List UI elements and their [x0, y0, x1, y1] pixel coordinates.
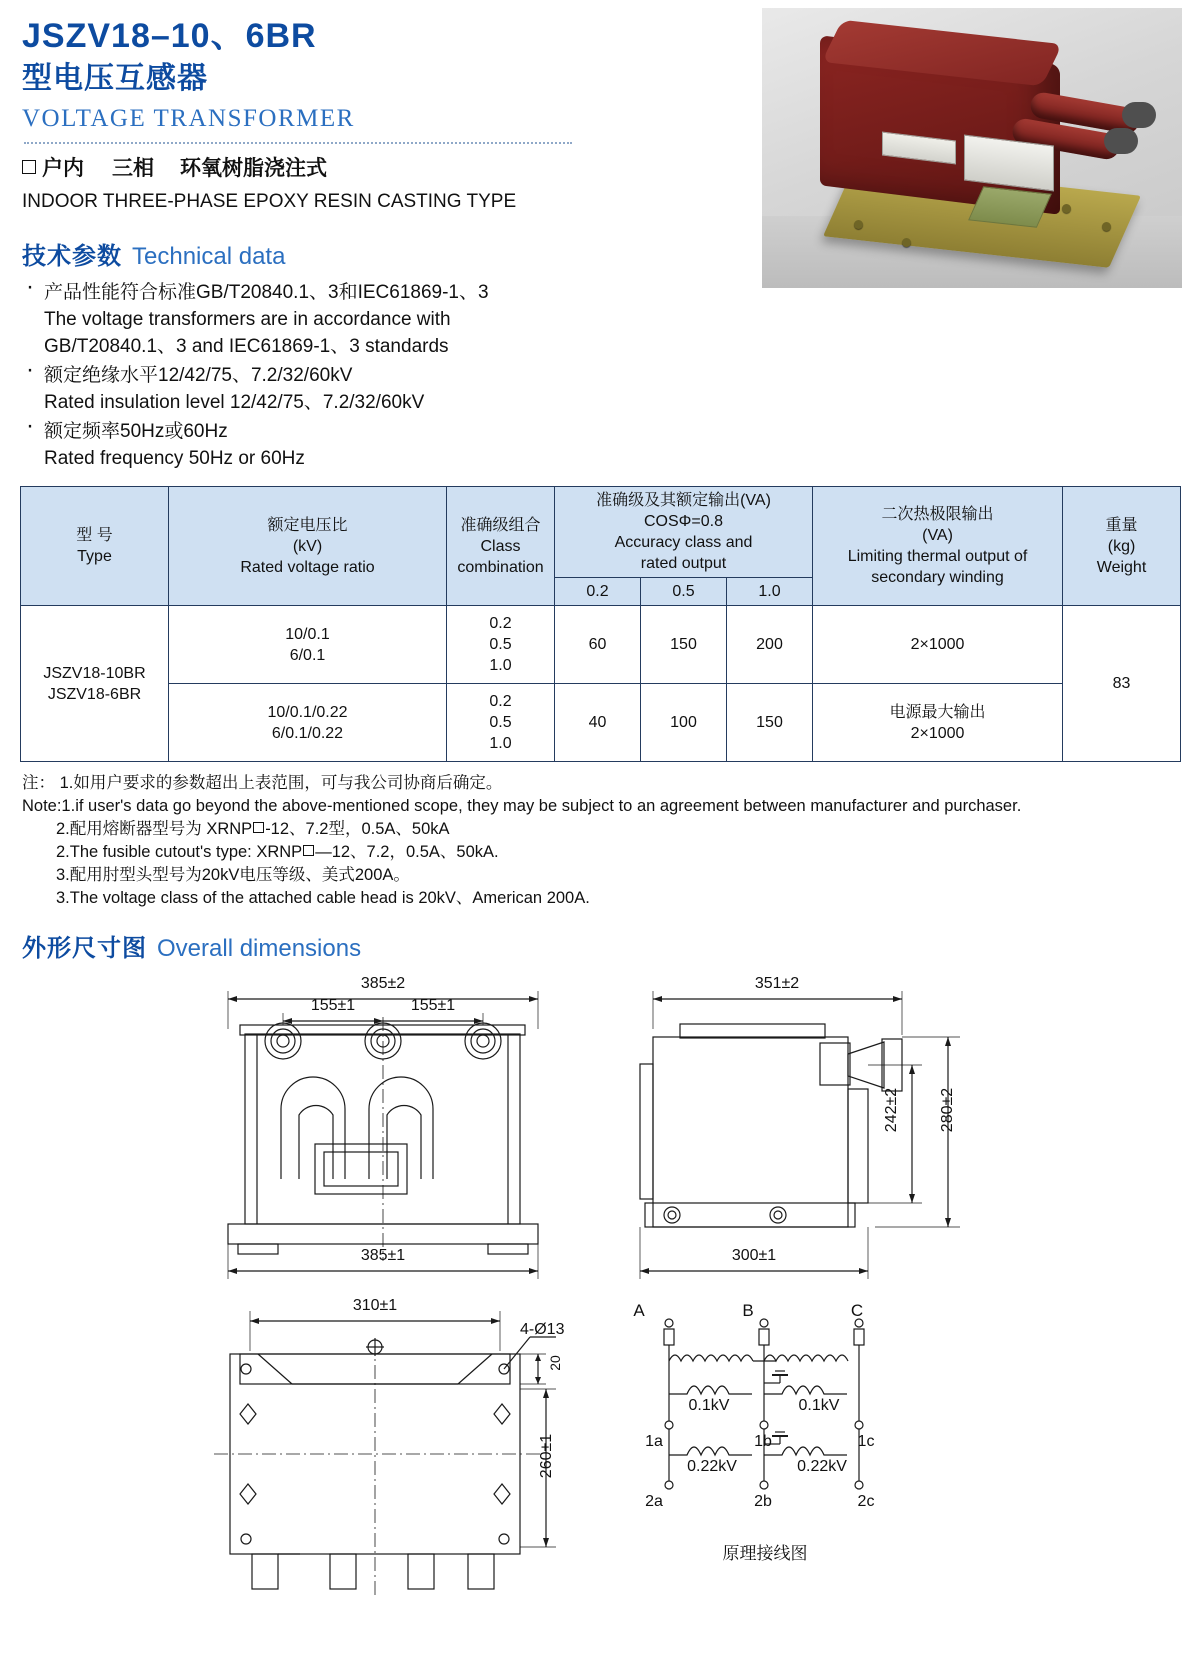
- col-class-en-2: combination: [457, 558, 544, 576]
- dimensions-heading: [22, 928, 1202, 963]
- divider: [24, 142, 572, 144]
- front-dim-right: 155±1: [410, 997, 456, 1014]
- side-dim-inner-height: 242±2: [883, 1087, 900, 1133]
- bullet-cn: · 额定频率50Hz或60Hz: [44, 421, 228, 442]
- col-thermal-cn: 二次热极限输出: [881, 506, 994, 523]
- front-dim-left: 155±1: [310, 997, 356, 1014]
- note-line-4: [22, 841, 1202, 864]
- technical-data-heading-cn: 技术参数: [22, 243, 122, 270]
- col-acc-02: 0.2: [555, 578, 641, 606]
- front-dim-top: 385±2: [360, 975, 406, 992]
- side-view: [640, 991, 960, 1279]
- col-type-cn: 型 号: [76, 527, 113, 544]
- type-value-2: JSZV18-6BR: [47, 685, 142, 703]
- schematic-terminal-2c: 2c: [857, 1493, 875, 1510]
- topview-hole-note: 4-Ø13: [520, 1321, 565, 1338]
- table-header-row: [21, 487, 1181, 578]
- square-box-icon: [303, 845, 314, 856]
- bullet-en-1: The voltage transformers are in accordance with: [44, 309, 451, 330]
- cell-class: [447, 684, 555, 762]
- photo-bolt: [854, 220, 863, 229]
- note-line-3: [22, 818, 1202, 841]
- bullet-cn: · 产品性能符合标准GB/T20840.1、3和IEC61869-1、3: [44, 282, 489, 303]
- col-accuracy-cos: COSΦ=0.8: [643, 513, 724, 530]
- note-3-prefix: 2.配用熔断器型号为 XRNP: [56, 820, 253, 838]
- thermal-value: 2×1000: [910, 636, 965, 653]
- page-title: JSZV18–10、6BR: [22, 17, 317, 55]
- cell-output-05: 100: [641, 684, 727, 762]
- cell-output-10: 150: [727, 684, 813, 762]
- front-dim-bottom: 385±1: [360, 1247, 406, 1264]
- page-header: [0, 0, 1202, 216]
- thermal-note: 电源最大输出: [889, 703, 986, 721]
- col-weight-cn: 重量: [1105, 516, 1138, 534]
- schematic-terminal-1a: 1a: [645, 1433, 663, 1450]
- type-three-phase: 三相: [112, 157, 154, 180]
- topview-dim-height: 260±1: [538, 1433, 555, 1479]
- dimension-drawings: [0, 969, 1202, 1609]
- schematic-phase-b: B: [742, 1301, 754, 1320]
- note-line-5: 3.配用肘型头型号为20kV电压等级、美式200A。: [56, 866, 410, 884]
- col-type: [21, 487, 169, 606]
- note-4-suffix: —12、7.2，0.5A、50kA.: [315, 843, 499, 861]
- col-ratio-en: Rated voltage ratio: [240, 558, 375, 576]
- col-accuracy-en-1: Accuracy class and: [614, 534, 753, 551]
- topview-dim-small: 20: [547, 1355, 563, 1371]
- notes-block: [22, 772, 1202, 910]
- col-acc-10: 1.0: [727, 578, 813, 606]
- product-type-chinese: [22, 154, 1202, 184]
- specification-table: [20, 486, 1181, 762]
- type-value-1: JSZV18-10BR: [43, 664, 146, 682]
- list-item: [22, 279, 1202, 360]
- col-class: [447, 487, 555, 606]
- side-dim-bottom: 300±1: [731, 1247, 777, 1264]
- product-type-english: INDOOR THREE-PHASE EPOXY RESIN CASTING TYPE: [22, 191, 517, 212]
- col-accuracy: [555, 487, 813, 578]
- technical-data-list: [22, 279, 1202, 472]
- drawings-svg: [0, 969, 1202, 1609]
- col-ratio-unit: (kV): [292, 537, 323, 555]
- schematic-terminal-1c: 1c: [857, 1433, 875, 1450]
- col-weight: [1063, 487, 1181, 606]
- schematic-terminal-2b: 2b: [754, 1493, 772, 1510]
- cell-weight: 83: [1063, 606, 1181, 762]
- bullet-en-1: Rated insulation level 12/42/75、7.2/32/60kV: [44, 392, 425, 413]
- col-thermal: [813, 487, 1063, 606]
- table-row: [21, 684, 1181, 762]
- checkbox-icon: [22, 160, 36, 174]
- col-thermal-en-2: secondary winding: [871, 569, 1004, 586]
- technical-data-heading-en: Technical data: [132, 243, 286, 270]
- thermal-value: 2×1000: [910, 724, 965, 742]
- col-ratio-cn: 额定电压比: [267, 516, 348, 534]
- col-type-en: Type: [77, 548, 112, 565]
- schematic-phase-c: C: [850, 1301, 864, 1320]
- col-acc-05: 0.5: [641, 578, 727, 606]
- col-class-cn: 准确级组合: [460, 516, 541, 534]
- class-value-1: 0.2: [489, 693, 512, 710]
- bullet-cn: · 额定绝缘水平12/42/75、7.2/32/60kV: [44, 365, 353, 386]
- cell-output-02: 40: [555, 684, 641, 762]
- note-4-prefix: 2.The fusible cutout's type: XRNP: [56, 843, 303, 861]
- front-view: [228, 991, 538, 1279]
- class-value-2: 0.5: [489, 636, 512, 653]
- cell-thermal: [813, 606, 1063, 684]
- type-indoor: 户内: [42, 157, 84, 180]
- note-line-1: 注： 1.如用户要求的参数超出上表范围，可与我公司协商后确定。: [22, 774, 503, 792]
- ratio-value-1: 10/0.1: [285, 625, 330, 643]
- ratio-value-1: 10/0.1/0.22: [267, 703, 348, 721]
- dimensions-heading-cn: 外形尺寸图: [22, 935, 147, 962]
- page-title-english: VOLTAGE TRANSFORMER: [22, 105, 355, 132]
- cell-output-02: 60: [555, 606, 641, 684]
- photo-bolt: [1102, 222, 1111, 231]
- schematic-voltage-0-1-right: 0.1kV: [798, 1397, 840, 1414]
- top-view: [214, 1311, 556, 1597]
- schematic-caption: 原理接线图: [722, 1544, 808, 1563]
- note-line-2: Note:1.if user's data go beyond the above-mentioned scope, they may be subject to an agreement between manufacturer and purchaser.: [22, 797, 1022, 815]
- col-weight-en: Weight: [1096, 558, 1147, 576]
- page-subtitle: 型电压互感器: [22, 62, 208, 95]
- col-thermal-unit: (VA): [922, 527, 953, 544]
- col-weight-unit: (kg): [1107, 537, 1136, 555]
- bullet-en-2: GB/T20840.1、3 and IEC61869-1、3 standards: [44, 336, 449, 357]
- schematic-phase-a: A: [633, 1301, 645, 1320]
- schematic-voltage-0-1-left: 0.1kV: [688, 1397, 730, 1414]
- square-box-icon: [253, 822, 264, 833]
- note-3-suffix: -12、7.2型，0.5A、50kA: [265, 820, 450, 838]
- ratio-value-2: 6/0.1/0.22: [271, 724, 344, 742]
- col-class-en-1: Class: [480, 537, 521, 555]
- cell-class: [447, 606, 555, 684]
- list-item: [22, 418, 1202, 472]
- schematic-terminal-2a: 2a: [645, 1493, 663, 1510]
- cell-type: [21, 606, 169, 762]
- dimensions-heading-en: Overall dimensions: [157, 935, 362, 962]
- class-value-1: 0.2: [489, 615, 512, 632]
- bullet-en-1: Rated frequency 50Hz or 60Hz: [44, 448, 305, 469]
- ratio-value-2: 6/0.1: [289, 646, 326, 664]
- type-epoxy: 环氧树脂浇注式: [180, 157, 327, 180]
- col-accuracy-en-2: rated output: [640, 555, 727, 572]
- cell-output-05: 150: [641, 606, 727, 684]
- schematic-terminal-1b: 1b: [754, 1433, 772, 1450]
- side-dim-outer-height: 280±2: [939, 1087, 956, 1133]
- table-row: [21, 606, 1181, 684]
- class-value-2: 0.5: [489, 714, 512, 731]
- col-accuracy-cn: 准确级及其额定输出(VA): [596, 492, 771, 509]
- side-dim-top: 351±2: [754, 975, 800, 992]
- col-thermal-en-1: Limiting thermal output of: [847, 548, 1028, 565]
- class-value-3: 1.0: [489, 657, 512, 674]
- list-item: [22, 362, 1202, 416]
- schematic-voltage-0-22-right: 0.22kV: [797, 1458, 847, 1475]
- cell-ratio: [169, 684, 447, 762]
- cell-thermal: [813, 684, 1063, 762]
- schematic-voltage-0-22-left: 0.22kV: [687, 1458, 737, 1475]
- cell-ratio: [169, 606, 447, 684]
- photo-bolt: [902, 238, 911, 247]
- class-value-3: 1.0: [489, 735, 512, 752]
- col-ratio: [169, 487, 447, 606]
- cell-output-10: 200: [727, 606, 813, 684]
- note-line-6: 3.The voltage class of the attached cable head is 20kV、American 200A.: [56, 889, 590, 907]
- topview-dim-width: 310±1: [352, 1297, 398, 1314]
